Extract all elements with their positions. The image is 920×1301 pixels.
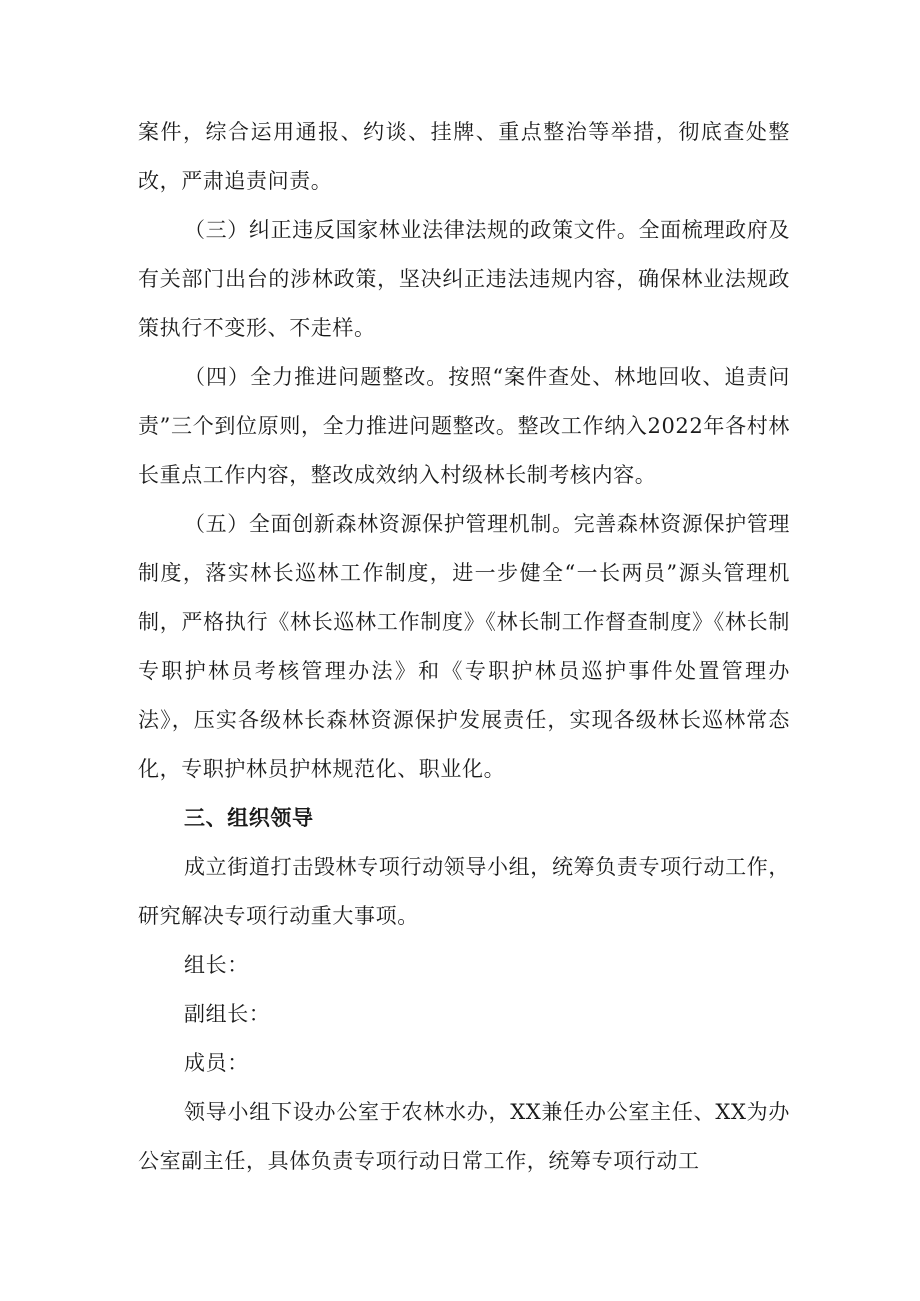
paragraph-office: 领导小组下设办公室于农林水办，XX兼任办公室主任、XX为办公室副主任，具体负责专项行动日常工作，统筹专项行动工	[138, 1100, 790, 1173]
paragraph-section-four-rectification: （四）全力推进问题整改。按照“案件查处、林地回收、追责问责”三个到位原则，全力推进问题整改。整改工作纳入2022年各村林长重点工作内容，整改成效纳入村级林长制考核内容。	[138, 365, 790, 487]
paragraph-case-handling: 案件，综合运用通报、约谈、挂牌、重点整治等举措，彻底查处整改，严肃追责问责。	[138, 120, 790, 193]
paragraph-section-three-policy: （三）纠正违反国家林业法律法规的政策文件。全面梳理政府及有关部门出台的涉林政策，坚决纠正违法违规内容，确保林业法规政策执行不变形、不走样。	[138, 218, 790, 340]
paragraph-section-five-mechanism: （五）全面创新森林资源保护管理机制。完善森林资源保护管理制度，落实林长巡林工作制度，进一步健全“一长两员”源头管理机制，严格执行《林长巡林工作制度》《林长制工作督查制度》《林长制专职护林员考核管理办法》和《专职护林员巡护事件处置管理办法》，压实各级林长森林资源保护发展责任，实现各级林长巡林常态化，专职护林员护林规范化、职业化。	[138, 512, 790, 781]
deputy-leader-line: 副组长：	[184, 1002, 271, 1026]
section-heading-organization: 三、组织领导	[184, 806, 314, 830]
paragraph-leading-group: 成立街道打击毁林专项行动领导小组，统筹负责专项行动工作，研究解决专项行动重大事项。	[138, 855, 790, 928]
leader-line: 组长：	[184, 953, 249, 977]
document-body	[138, 108, 790, 1186]
members-line: 成员：	[184, 1051, 249, 1075]
